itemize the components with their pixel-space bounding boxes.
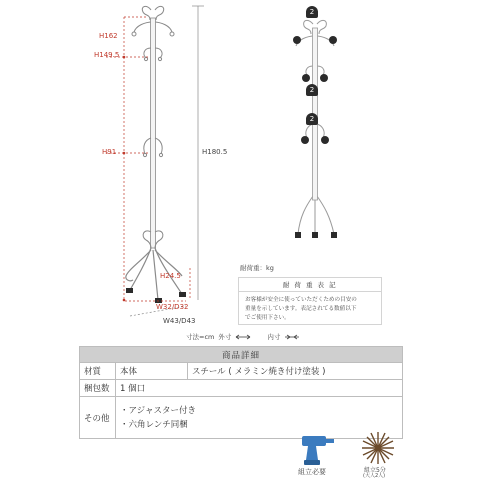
- assembly-required-label: 組立必要: [298, 468, 326, 476]
- outer-arrow-icon: [235, 334, 251, 340]
- row-label-packages: 梱包数: [80, 380, 116, 397]
- assembly-time-label: 組立5分: [364, 467, 386, 474]
- dim-label-w32-d32: W32/D32: [156, 303, 189, 311]
- dim-label-h180-5: H180.5: [202, 148, 228, 156]
- unit-legend-inner: 内寸: [267, 333, 281, 341]
- load-text-line: 重量を示しています。表記されてる数値以下: [245, 306, 357, 312]
- row-value-material: スチール ( メラミン焼き付け塗装 ): [188, 363, 403, 380]
- table-row: [80, 380, 403, 397]
- unit-legend-outer: 外寸: [218, 333, 232, 341]
- table-row: [80, 397, 403, 439]
- load-unit-label: 耐荷重：kg: [240, 264, 274, 272]
- inner-arrow-icon: [284, 334, 300, 340]
- other-line-adjuster: ・アジャスター付き: [120, 405, 196, 416]
- row-value-packages: 1 個口: [116, 380, 403, 397]
- dim-label-w43-d43: W43/D43: [163, 317, 196, 325]
- product-details-table: [79, 346, 403, 439]
- row-sub-body: 本体: [116, 363, 188, 380]
- unit-legend-prefix: 寸法=cm: [186, 333, 215, 341]
- load-capacity-description: [239, 292, 381, 327]
- weight-tag-lower: [306, 113, 318, 125]
- weight-tag-top-value: 2: [309, 8, 315, 16]
- drill-icon: [296, 432, 336, 466]
- dim-label-h91: H91: [102, 148, 117, 156]
- other-line-hex-wrench: ・六角レンチ同梱: [120, 419, 188, 430]
- load-capacity-drawing: [280, 0, 360, 250]
- load-text-line: お客様が安全に使っていただくための目安の: [245, 297, 357, 303]
- load-capacity-box: [238, 277, 382, 325]
- dim-label-h24-5: H24.5: [160, 272, 181, 280]
- load-capacity-title: 耐 荷 重 表 記: [239, 278, 381, 292]
- table-title: 商品詳細: [80, 347, 403, 363]
- weight-tag-lower-value: 2: [309, 115, 315, 123]
- clock-icon: [358, 428, 398, 468]
- coat-rack-dimension-drawing: [0, 0, 240, 340]
- dim-label-h149-5: H149.5: [94, 51, 120, 59]
- row-label-material: 材質: [80, 363, 116, 380]
- dim-label-h162: H162: [99, 32, 118, 40]
- weight-tag-middle: [306, 84, 318, 96]
- pole: [151, 18, 156, 248]
- weight-tag-middle-value: 2: [309, 86, 315, 94]
- load-text-line: でご使用下さい。: [245, 315, 290, 321]
- weight-tag-top: [306, 6, 318, 18]
- table-header-row: [80, 347, 403, 363]
- row-label-other: その他: [80, 397, 116, 439]
- assembly-time-sub-label: (大人2人): [363, 473, 386, 479]
- unit-legend: [186, 332, 300, 341]
- table-row: [80, 363, 403, 380]
